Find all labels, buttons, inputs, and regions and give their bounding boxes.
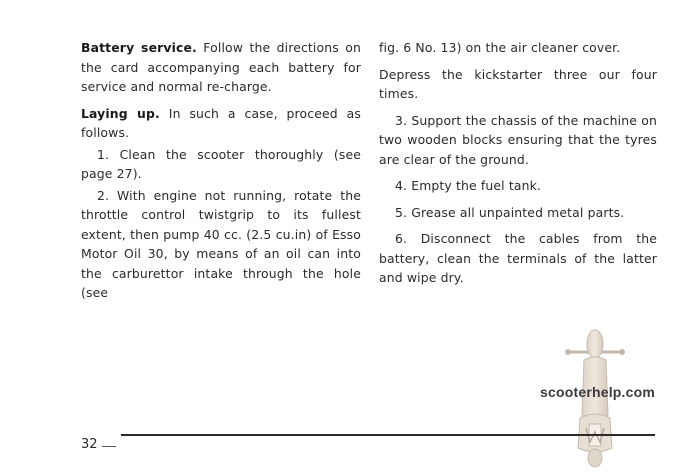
laying-up-text: In such a case, proceed as follows. xyxy=(81,105,361,140)
page-number-dash xyxy=(102,446,116,447)
battery-service-text: Follow the directions on the card accompanying each battery for service and normal re-charge. xyxy=(81,40,361,94)
step-1: 1. Clean the scooter thoroughly (see page 27). xyxy=(81,146,361,181)
watermark-text: scooterhelp.com xyxy=(540,384,656,400)
step-6: 6. Disconnect the cables from the battery, clean the terminals of the latter and wipe dry. xyxy=(379,231,657,285)
laying-up-paragraph xyxy=(81,104,361,143)
footer-rule xyxy=(121,434,655,436)
laying-up-heading: Laying up. xyxy=(81,105,160,121)
step-4: 4. Empty the fuel tank. xyxy=(395,178,542,193)
right-column xyxy=(379,38,657,295)
step-2: 2. With engine not running, rotate the throttle control twistgrip to its fullest extent, then pump 40 cc. (2.5 cu.in) of Esso Motor Oil 30, by means of an oil can into the carburettor intake through the hole (see xyxy=(81,187,361,300)
step-5: 5. Grease all unpainted metal parts. xyxy=(395,204,625,220)
page-number: 32 xyxy=(81,437,98,452)
battery-service-heading: Battery service. xyxy=(81,40,197,55)
step-3: 3. Support the chassis of the machine on two wooden blocks ensuring that the tyres are clear of the ground. xyxy=(379,112,657,167)
battery-service-paragraph xyxy=(81,38,361,97)
left-column xyxy=(81,38,361,310)
kickstarter-instruction: Depress the kickstarter three our four times. xyxy=(379,66,657,101)
step-2-continued: fig. 6 No. 13) on the air cleaner cover. xyxy=(379,40,621,55)
